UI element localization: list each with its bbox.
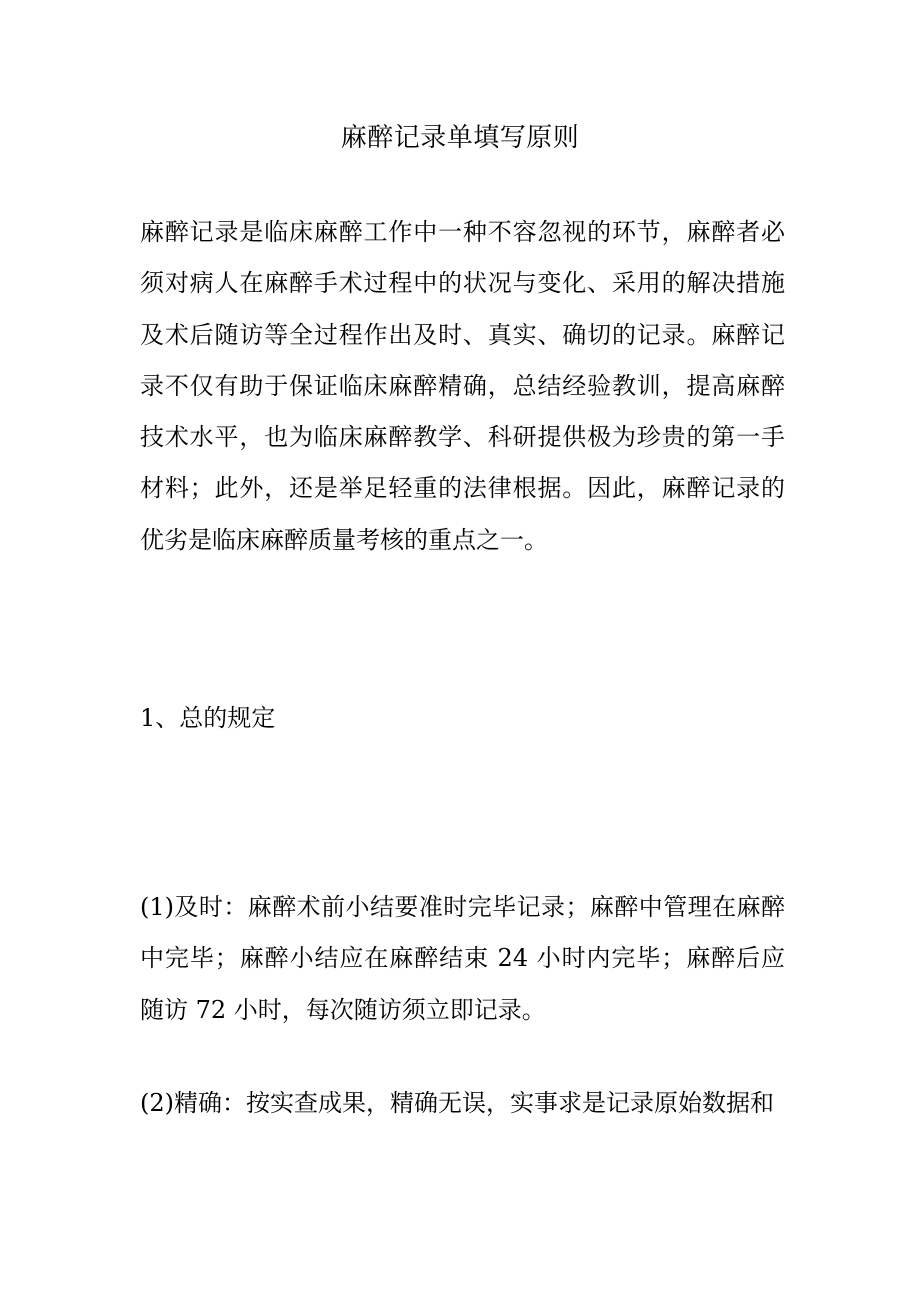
- document-title: 麻醉记录单填写原则: [340, 123, 580, 153]
- rule-item-accurate: (2)精确：按实查成果，精确无误，实事求是记录原始数据和: [140, 1089, 774, 1117]
- rule-item-timely: (1)及时：麻醉术前小结要准时完毕记录；麻醉中管理在麻醉中完毕；麻醉小结应在麻醉结束 24 小时内完毕；麻醉后应随访 72 小时，每次随访须立即记录。: [140, 893, 785, 1024]
- intro-paragraph: 麻醉记录是临床麻醉工作中一种不容忽视的环节，麻醉者必须对病人在麻醉手术过程中的状况与变化、采用的解决措施及术后随访等全过程作出及时、真实、确切的记录。麻醉记录不仅有助于保证临床麻醉精确，总结经验教训，提高麻醉技术水平，也为临床麻醉教学、科研提供极为珍贵的第一手材料；此外，还是举足轻重的法律根据。因此，麻醉记录的优劣是临床麻醉质量考核的重点之一。: [140, 218, 785, 554]
- section-heading-general-rules: 1、总的规定: [140, 704, 276, 732]
